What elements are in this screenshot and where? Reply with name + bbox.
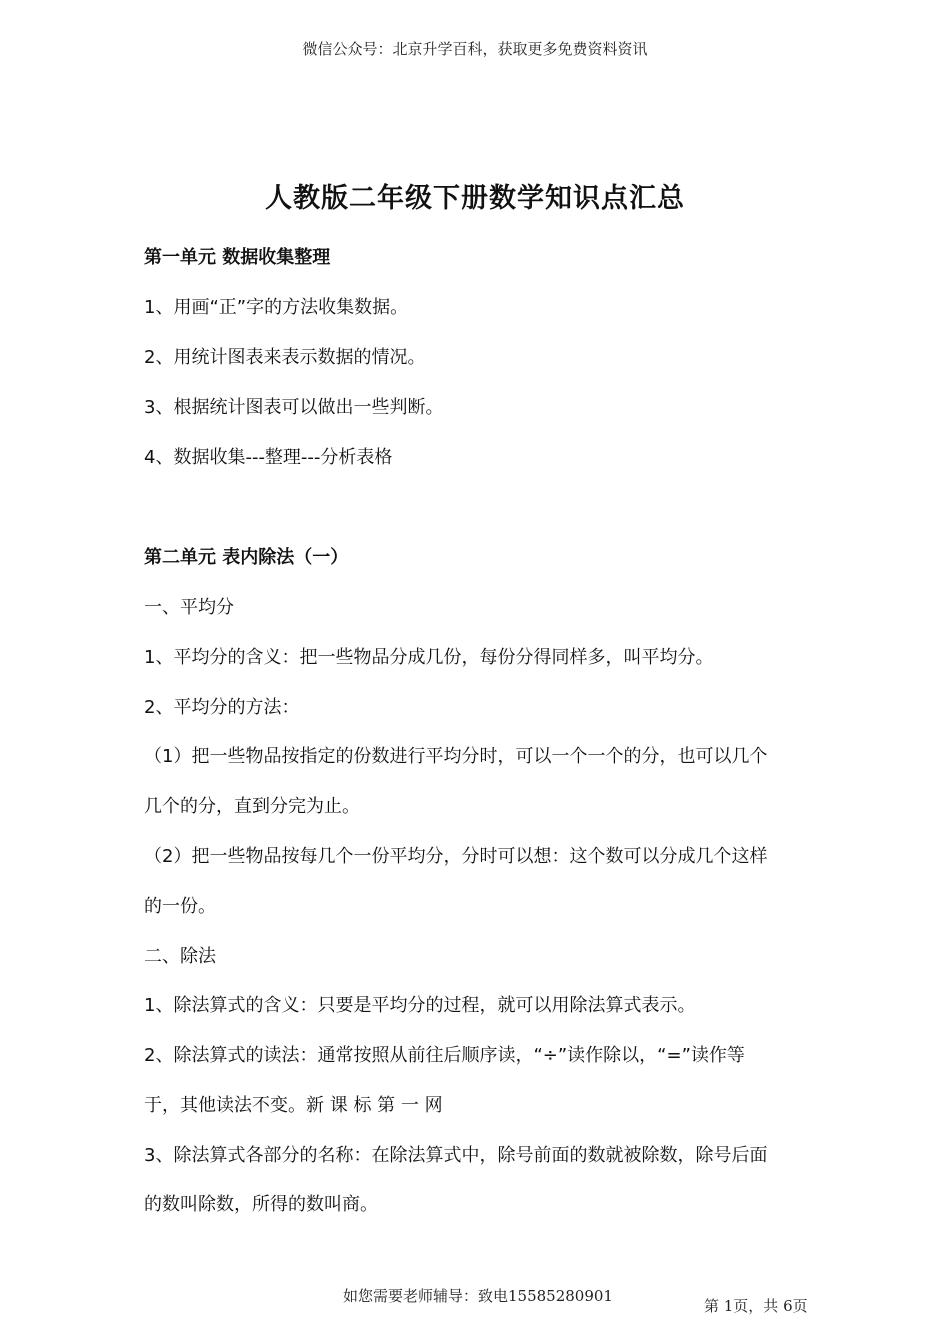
header-note: 微信公众号：北京升学百科，获取更多免费资料资讯 [302, 40, 648, 58]
unit1-item: 3、根据统计图表可以做出一些判断。 [144, 397, 444, 418]
page-number: 第 1页，共 6页 [704, 1297, 808, 1315]
section1-line: 几个的分，直到分完为止。 [144, 796, 360, 817]
unit1-heading: 第一单元 数据收集整理 [144, 247, 331, 268]
footer-contact: 如您需要老师辅导：致电15585280901 [343, 1287, 613, 1305]
section2-line: 于，其他读法不变。新 课 标 第 一 网 [144, 1095, 443, 1116]
section1-line: 2、平均分的方法： [144, 697, 300, 718]
section2-line: 3、除法算式各部分的名称：在除法算式中，除号前面的数就被除数，除号后面 [144, 1145, 768, 1166]
unit1-item: 4、数据收集---整理---分析表格 [144, 447, 393, 468]
section2-line: 2、除法算式的读法：通常按照从前往后顺序读，“÷”读作除以，“=”读作等 [144, 1045, 745, 1066]
section2-heading: 二、除法 [144, 946, 216, 967]
section1-line: 的一份。 [144, 896, 216, 917]
section2-line: 的数叫除数，所得的数叫商。 [144, 1194, 378, 1215]
section1-line: （1）把一些物品按指定的份数进行平均分时，可以一个一个的分，也可以几个 [144, 746, 768, 767]
unit1-item: 1、用画“正”字的方法收集数据。 [144, 297, 409, 318]
unit1-item: 2、用统计图表来表示数据的情况。 [144, 347, 426, 368]
section1-heading: 一、平均分 [144, 597, 234, 618]
unit2-heading: 第二单元 表内除法（一） [144, 547, 349, 568]
document-title: 人教版二年级下册数学知识点汇总 [265, 183, 685, 214]
section1-line: （2）把一些物品按每几个一份平均分，分时可以想：这个数可以分成几个这样 [144, 846, 768, 867]
section2-line: 1、除法算式的含义：只要是平均分的过程，就可以用除法算式表示。 [144, 995, 696, 1016]
section1-line: 1、平均分的含义：把一些物品分成几份，每份分得同样多，叫平均分。 [144, 647, 714, 668]
